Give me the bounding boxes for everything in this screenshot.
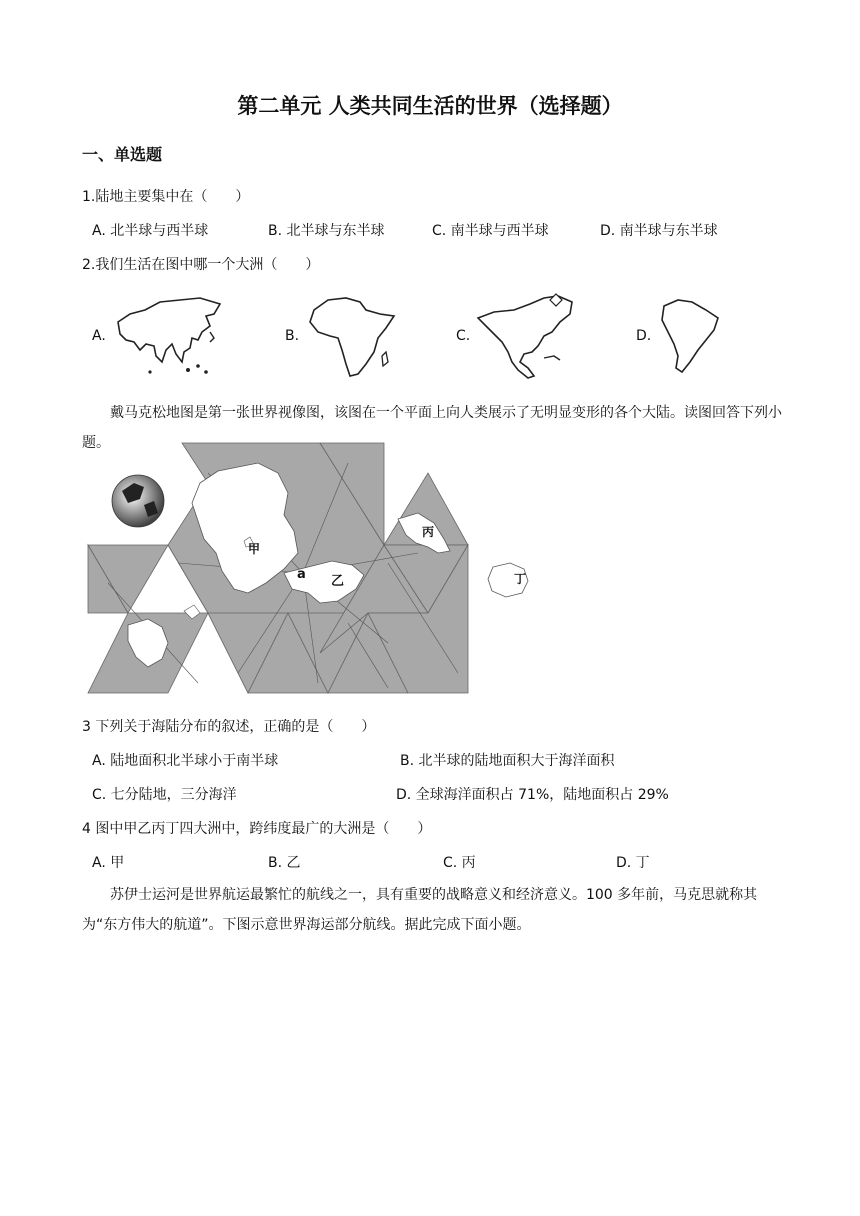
question-4-stem: 4 图中甲乙丙丁四大洲中，跨纬度最广的大洲是（ ）	[82, 821, 432, 837]
passage-dymaxion: 戴马克松地图是第一张世界视像图，该图在一个平面上向人类展示了无明显变形的各个大陆。读图回答下列小题。	[82, 405, 782, 451]
q2-option-d[interactable]: D.	[636, 328, 652, 344]
q1-option-b[interactable]: B. 北半球与东半球	[268, 223, 385, 239]
q4-option-a[interactable]: A. 甲	[92, 855, 125, 871]
q4-option-b[interactable]: B. 乙	[268, 855, 301, 871]
question-3-stem: 3 下列关于海陆分布的叙述，正确的是（ ）	[82, 719, 376, 735]
question-2-stem: 2.我们生活在图中哪一个大洲（ ）	[82, 257, 320, 273]
map-label-bing: 丙	[422, 525, 435, 539]
page-title: 第二单元 人类共同生活的世界（选择题）	[237, 94, 623, 118]
passage-suez: 苏伊士运河是世界航运最繁忙的航线之一，具有重要的战略意义和经济意义。100 多年前，马克思就称其为“东方伟大的航道”。下图示意世界海运部分航线。据此完成下面小题。	[82, 887, 758, 933]
asia-outline-image	[110, 292, 230, 382]
dymaxion-map-figure	[88, 443, 527, 693]
q3-option-d[interactable]: D. 全球海洋面积占 71%，陆地面积占 29%	[396, 787, 669, 803]
q3-option-a[interactable]: A. 陆地面积北半球小于南半球	[92, 753, 279, 769]
q1-option-c[interactable]: C. 南半球与西半球	[432, 223, 549, 239]
south-america-outline-image	[656, 296, 722, 376]
q4-option-d[interactable]: D. 丁	[616, 855, 650, 871]
q3-option-b[interactable]: B. 北半球的陆地面积大于海洋面积	[400, 753, 615, 769]
q2-option-b[interactable]: B.	[285, 328, 300, 344]
north-america-outline-image	[474, 292, 580, 382]
map-label-ding: 丁	[514, 572, 527, 586]
map-label-jia: 甲	[248, 542, 261, 556]
q3-option-c[interactable]: C. 七分陆地，三分海洋	[92, 787, 237, 803]
section-heading: 一、单选题	[82, 145, 163, 164]
map-label-a: a	[297, 567, 306, 582]
q1-option-a[interactable]: A. 北半球与西半球	[92, 223, 209, 239]
q1-option-d[interactable]: D. 南半球与东半球	[600, 223, 718, 239]
question-1-stem: 1.陆地主要集中在（ ）	[82, 189, 250, 205]
africa-outline-image	[302, 292, 402, 380]
q4-option-c[interactable]: C. 丙	[443, 855, 476, 871]
map-label-yi: 乙	[331, 574, 345, 589]
q2-option-c[interactable]: C.	[456, 328, 471, 344]
q2-option-a[interactable]: A.	[92, 328, 106, 344]
